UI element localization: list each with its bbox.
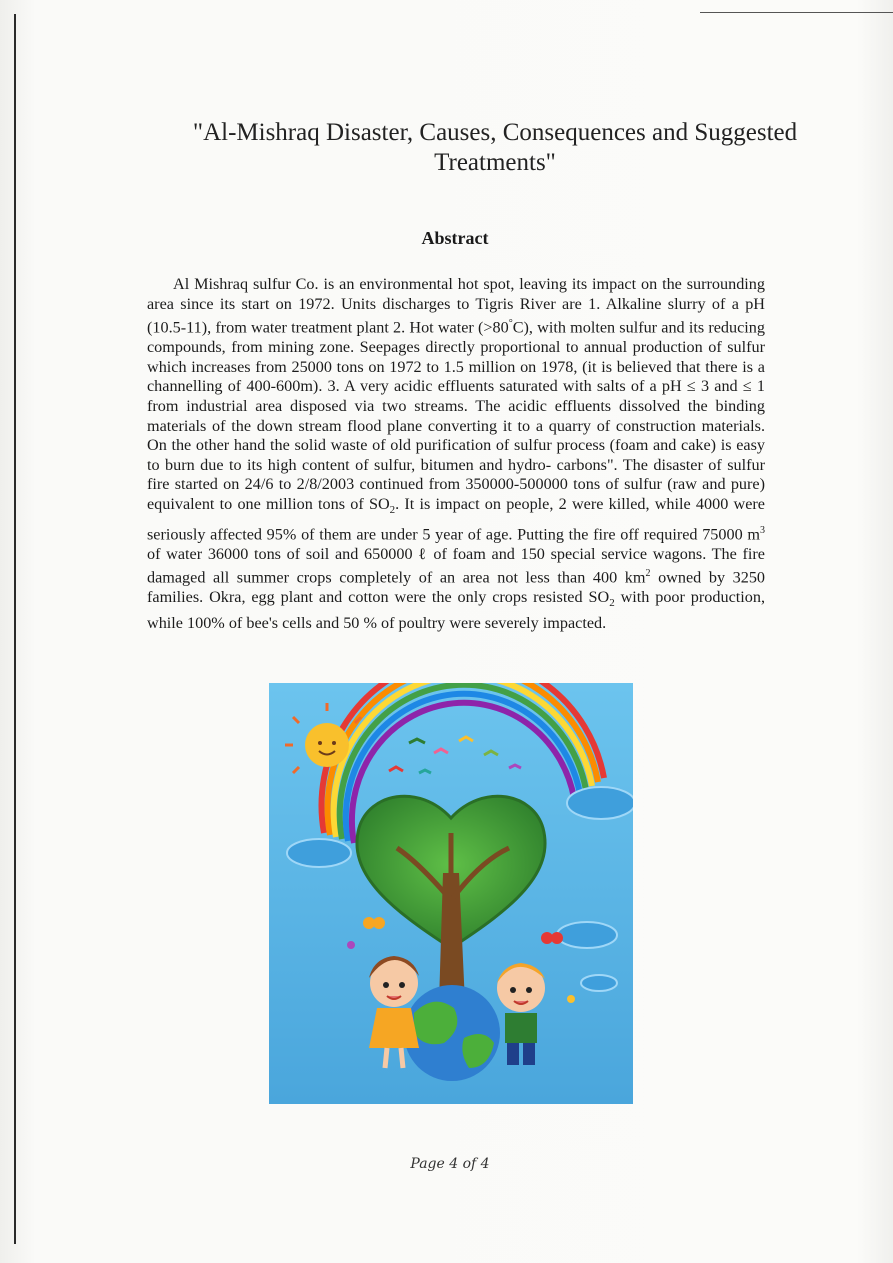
subscript: 2: [609, 597, 615, 610]
abstract-body: [147, 275, 765, 634]
abstract-text: with poor production, while 100% of bee's cells and 50 % of poultry were severely impacted.: [147, 588, 765, 633]
abstract-heading: Abstract: [421, 228, 489, 248]
earth-globe-icon: [404, 985, 500, 1081]
degree-sign: °: [508, 318, 513, 330]
superscript: 3: [760, 524, 765, 536]
illustration-svg: [269, 683, 633, 1104]
abstract-text: . It is impact on people, 2 were killed, while 4000 were seriously affected 95% of them are under 5 year of age. Putting the fire off required 75000 m: [147, 494, 765, 544]
abstract-text: C), with molten sulfur and its reducing compounds, from mining zone. Seepages directly proportional to annual production of sulfur which increases from 25000 tons on 1972 to 1.5 million on 1978, (it is believed that there is a channelling of 400-600m). 3. A very acidic effluents saturated with salts of a pH ≤ 3 and ≤ 1 from industrial area disposed via two streams. The acidic effluents dissolved the binding materials of the down stream flood plane converting it to a quarry of construction materials. On the other hand the solid waste of old purification of sulfur process (foam and cake) is easy to burn due to its high content of sulfur, bitumen and hydro- carbons". The disaster of sulfur fire started on 24/6 to 2/8/2003 continued from 350000-500000 tons of sulfur (raw and pure) equivalent to one million tons of SO: [147, 318, 765, 513]
abstract-text: of water 36000 tons of soil and 650000 ℓ of foam and 150 special service wagons. The fire damaged all summer crops completely of an area not less than 400 km: [147, 544, 765, 587]
page-top-rule: [700, 12, 893, 13]
page-number: Page 4 of 4: [410, 1156, 490, 1172]
superscript: 2: [645, 568, 651, 580]
illustration-earth-tree-children: [269, 683, 633, 1104]
page-left-border: [14, 14, 16, 1244]
abstract-text: Al Mishraq sulfur Co. is an environmental hot spot, leaving its impact on the surrounding area since its start on 1972. Units discharges to Tigris River are 1. Alkaline slurry of a pH (10.5-11), from water treatment plant 2. Hot water (>80: [147, 275, 765, 337]
subscript: 2: [389, 504, 396, 517]
abstract-text: owned by 3250 families. Okra, egg plant and cotton were the only crops resisted SO: [147, 568, 766, 607]
document-title: "Al-Mishraq Disaster, Causes, Consequences and Suggested Treatments": [192, 119, 798, 176]
